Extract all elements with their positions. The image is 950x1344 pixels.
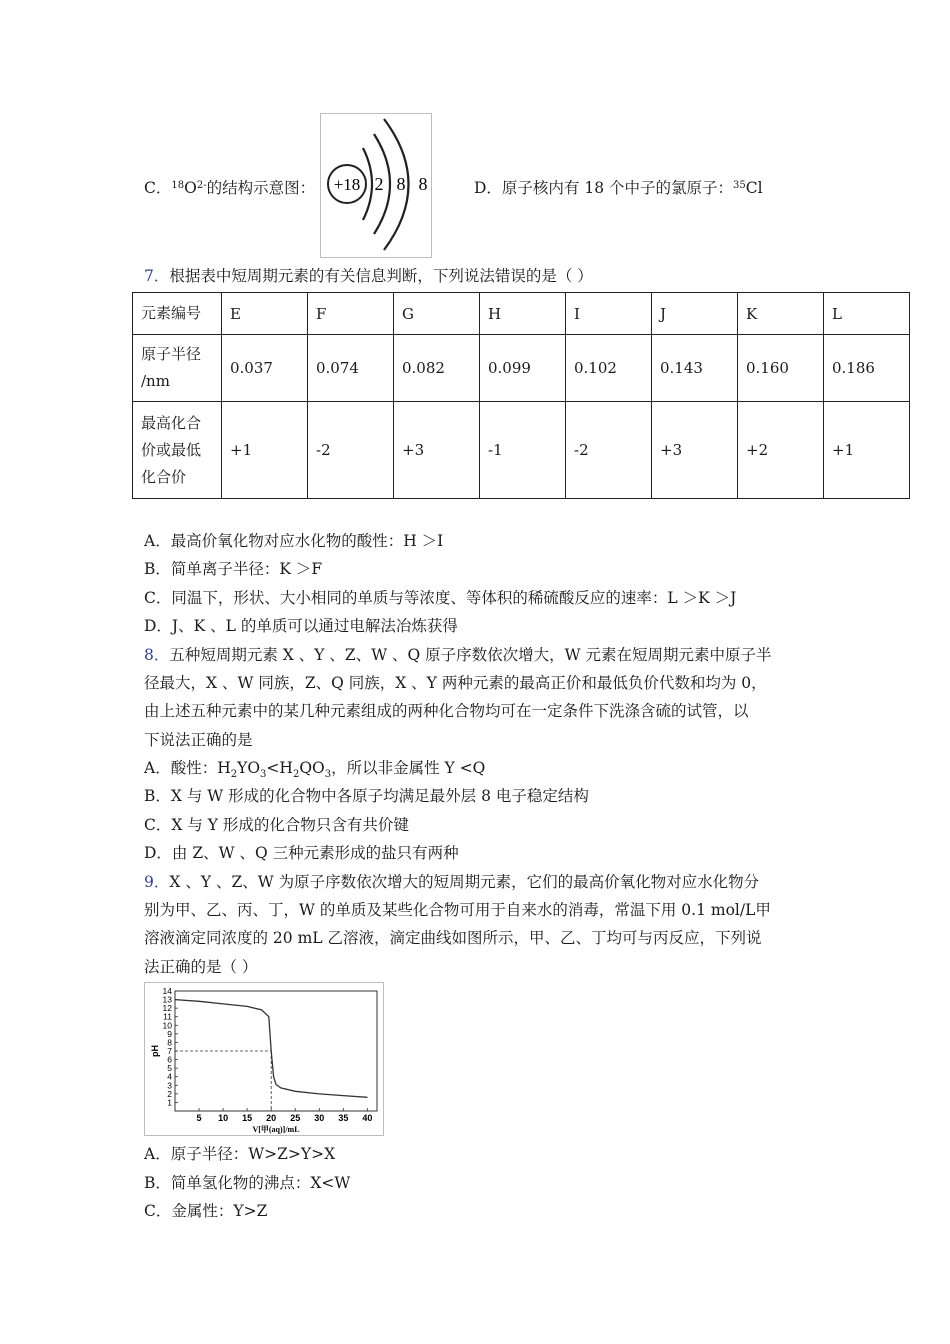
- q8-stem-line-3: 由上述五种元素中的某几种元素组成的两种化合物均可在一定条件下洗涤含硫的试管，以: [144, 702, 749, 720]
- cell-radius: 0.143: [652, 335, 738, 402]
- q9-stem-line-4: 法正确的是（ ）: [144, 958, 258, 976]
- titration-chart-svg: [145, 983, 383, 1135]
- row-header-element: 元素编号: [133, 293, 222, 335]
- row-header-radius: 原子半径 /nm: [133, 335, 222, 402]
- y-tick-label: 5: [167, 1063, 172, 1074]
- q9-number: 9．: [144, 873, 170, 891]
- cell-radius: 0.102: [566, 335, 652, 402]
- titration-chart: [144, 982, 384, 1136]
- y-tick-label: 8: [167, 1037, 172, 1048]
- nucleus-charge: +18: [333, 175, 361, 194]
- x-tick-label: 10: [218, 1113, 229, 1123]
- cell-radius: 0.186: [824, 335, 910, 402]
- shell-2-electrons: 8: [396, 174, 406, 194]
- q7-number: 7．: [144, 267, 170, 285]
- q9-stem-line-3: 溶液滴定同浓度的 20 mL 乙溶液，滴定曲线如图所示，甲、乙、丁均可与丙反应，下列说: [144, 929, 762, 947]
- q8-number: 8．: [144, 646, 170, 664]
- y-tick-label: 1: [167, 1097, 172, 1108]
- cell-valence: -1: [480, 402, 566, 499]
- y-tick-label: 12: [162, 1003, 172, 1014]
- cell-radius: 0.074: [308, 335, 394, 402]
- y-tick-label: 3: [167, 1080, 172, 1091]
- y-tick-label: 13: [162, 994, 172, 1005]
- q8-option-d: D．由 Z、W 、Q 三种元素形成的盐只有两种: [144, 844, 459, 862]
- y-axis-label: pH: [150, 1045, 160, 1057]
- shell-arc-1: [363, 148, 372, 220]
- cell-element: E: [222, 293, 308, 335]
- cell-valence: +1: [824, 402, 910, 499]
- y-tick-label: 4: [167, 1071, 172, 1082]
- q8-option-c: C．X 与 Y 形成的化合物只含有共价键: [144, 816, 409, 834]
- q9-stem-line-2: 别为甲、乙、丙、丁，W 的单质及某些化合物可用于自来水的消毒，常温下用 0.1 mol/L甲: [144, 901, 771, 919]
- q8-stem-line-2: 径最大，X 、W 同族，Z、Q 同族，X 、Y 两种元素的最高正价和最低负价代数和均为 0，: [144, 674, 767, 692]
- y-tick-label: 10: [162, 1020, 172, 1031]
- q9-option-b: B．简单氢化物的沸点：X<W: [144, 1174, 351, 1192]
- cell-element: G: [394, 293, 480, 335]
- cell-radius: 0.099: [480, 335, 566, 402]
- q7-option-d: D．J、K 、L 的单质可以通过电解法冶炼获得: [144, 617, 458, 635]
- q9-option-a: A．原子半径：W>Z>Y>X: [144, 1145, 336, 1163]
- q7-option-b: B．简单离子半径：K ＞F: [144, 560, 323, 578]
- x-axis-label: V[甲(aq)]/mL: [252, 1125, 300, 1134]
- table-row-radius: [133, 335, 910, 402]
- cell-valence: -2: [308, 402, 394, 499]
- cell-element: K: [738, 293, 824, 335]
- x-tick-label: 20: [266, 1113, 277, 1123]
- table-row-valence: [133, 402, 910, 499]
- q6-option-d: D．原子核内有 18 个中子的氯原子：$^{35}$Cl: [474, 179, 763, 197]
- cell-element: J: [652, 293, 738, 335]
- q8-stem-line-1: 8．五种短周期元素 X 、Y 、Z、W 、Q 原子序数依次增大，W 元素在短周期元素中原子半: [144, 646, 772, 664]
- y-tick-label: 7: [167, 1046, 172, 1056]
- cell-valence: -2: [566, 402, 652, 499]
- cell-valence: +3: [652, 402, 738, 499]
- table-row-elements: [133, 293, 910, 335]
- q9-stem-line-1: 9．X 、Y 、Z、W 为原子序数依次增大的短周期元素，它们的最高价氧化物对应水化物分: [144, 873, 760, 891]
- x-tick-label: 5: [196, 1113, 202, 1123]
- x-tick-label: 25: [290, 1113, 301, 1123]
- atomic-structure-diagram: [320, 113, 432, 258]
- q7-stem: 7．根据表中短周期元素的有关信息判断，下列说法错误的是（ ）: [144, 267, 593, 285]
- cell-valence: +1: [222, 402, 308, 499]
- y-tick-label: 11: [163, 1011, 172, 1022]
- y-tick-label: 6: [167, 1054, 172, 1065]
- y-tick-label: 14: [162, 986, 172, 996]
- element-info-table: [132, 292, 910, 499]
- q6-option-c: C．$^{18}O^{2-}$的结构示意图：: [144, 179, 316, 197]
- q8-stem-line-4: 下说法正确的是: [144, 731, 253, 749]
- shell-3-electrons: 8: [418, 174, 428, 194]
- cell-radius: 0.160: [738, 335, 824, 402]
- cell-element: L: [824, 293, 910, 335]
- ion-structure-svg: [321, 114, 431, 257]
- x-tick-label: 40: [362, 1113, 373, 1123]
- y-tick-label: 9: [167, 1028, 172, 1039]
- cell-radius: 0.037: [222, 335, 308, 402]
- cell-radius: 0.082: [394, 335, 480, 402]
- x-tick-label: 15: [242, 1113, 253, 1123]
- cell-element: I: [566, 293, 652, 335]
- cell-valence: +3: [394, 402, 480, 499]
- cell-valence: +2: [738, 402, 824, 499]
- y-tick-label: 2: [167, 1088, 172, 1099]
- cell-element: H: [480, 293, 566, 335]
- shell-1-electrons: 2: [374, 174, 384, 194]
- q8-option-b: B．X 与 W 形成的化合物中各原子均满足最外层 8 电子稳定结构: [144, 787, 589, 805]
- x-tick-label: 35: [338, 1113, 349, 1123]
- cell-element: F: [308, 293, 394, 335]
- x-tick-label: 30: [314, 1113, 325, 1123]
- q7-option-a: A．最高价氧化物对应水化物的酸性：H ＞I: [144, 532, 444, 550]
- row-header-valence: 最高化合 价或最低 化合价: [133, 402, 222, 499]
- q8-option-a: A．酸性：$H_2YO_3<H_2QO_3$，所以非金属性 Y <Q: [144, 759, 486, 780]
- q7-option-c: C．同温下，形状、大小相同的单质与等浓度、等体积的稀硫酸反应的速率：L ＞K ＞J: [144, 589, 737, 607]
- q9-option-c: C．金属性：Y>Z: [144, 1202, 268, 1220]
